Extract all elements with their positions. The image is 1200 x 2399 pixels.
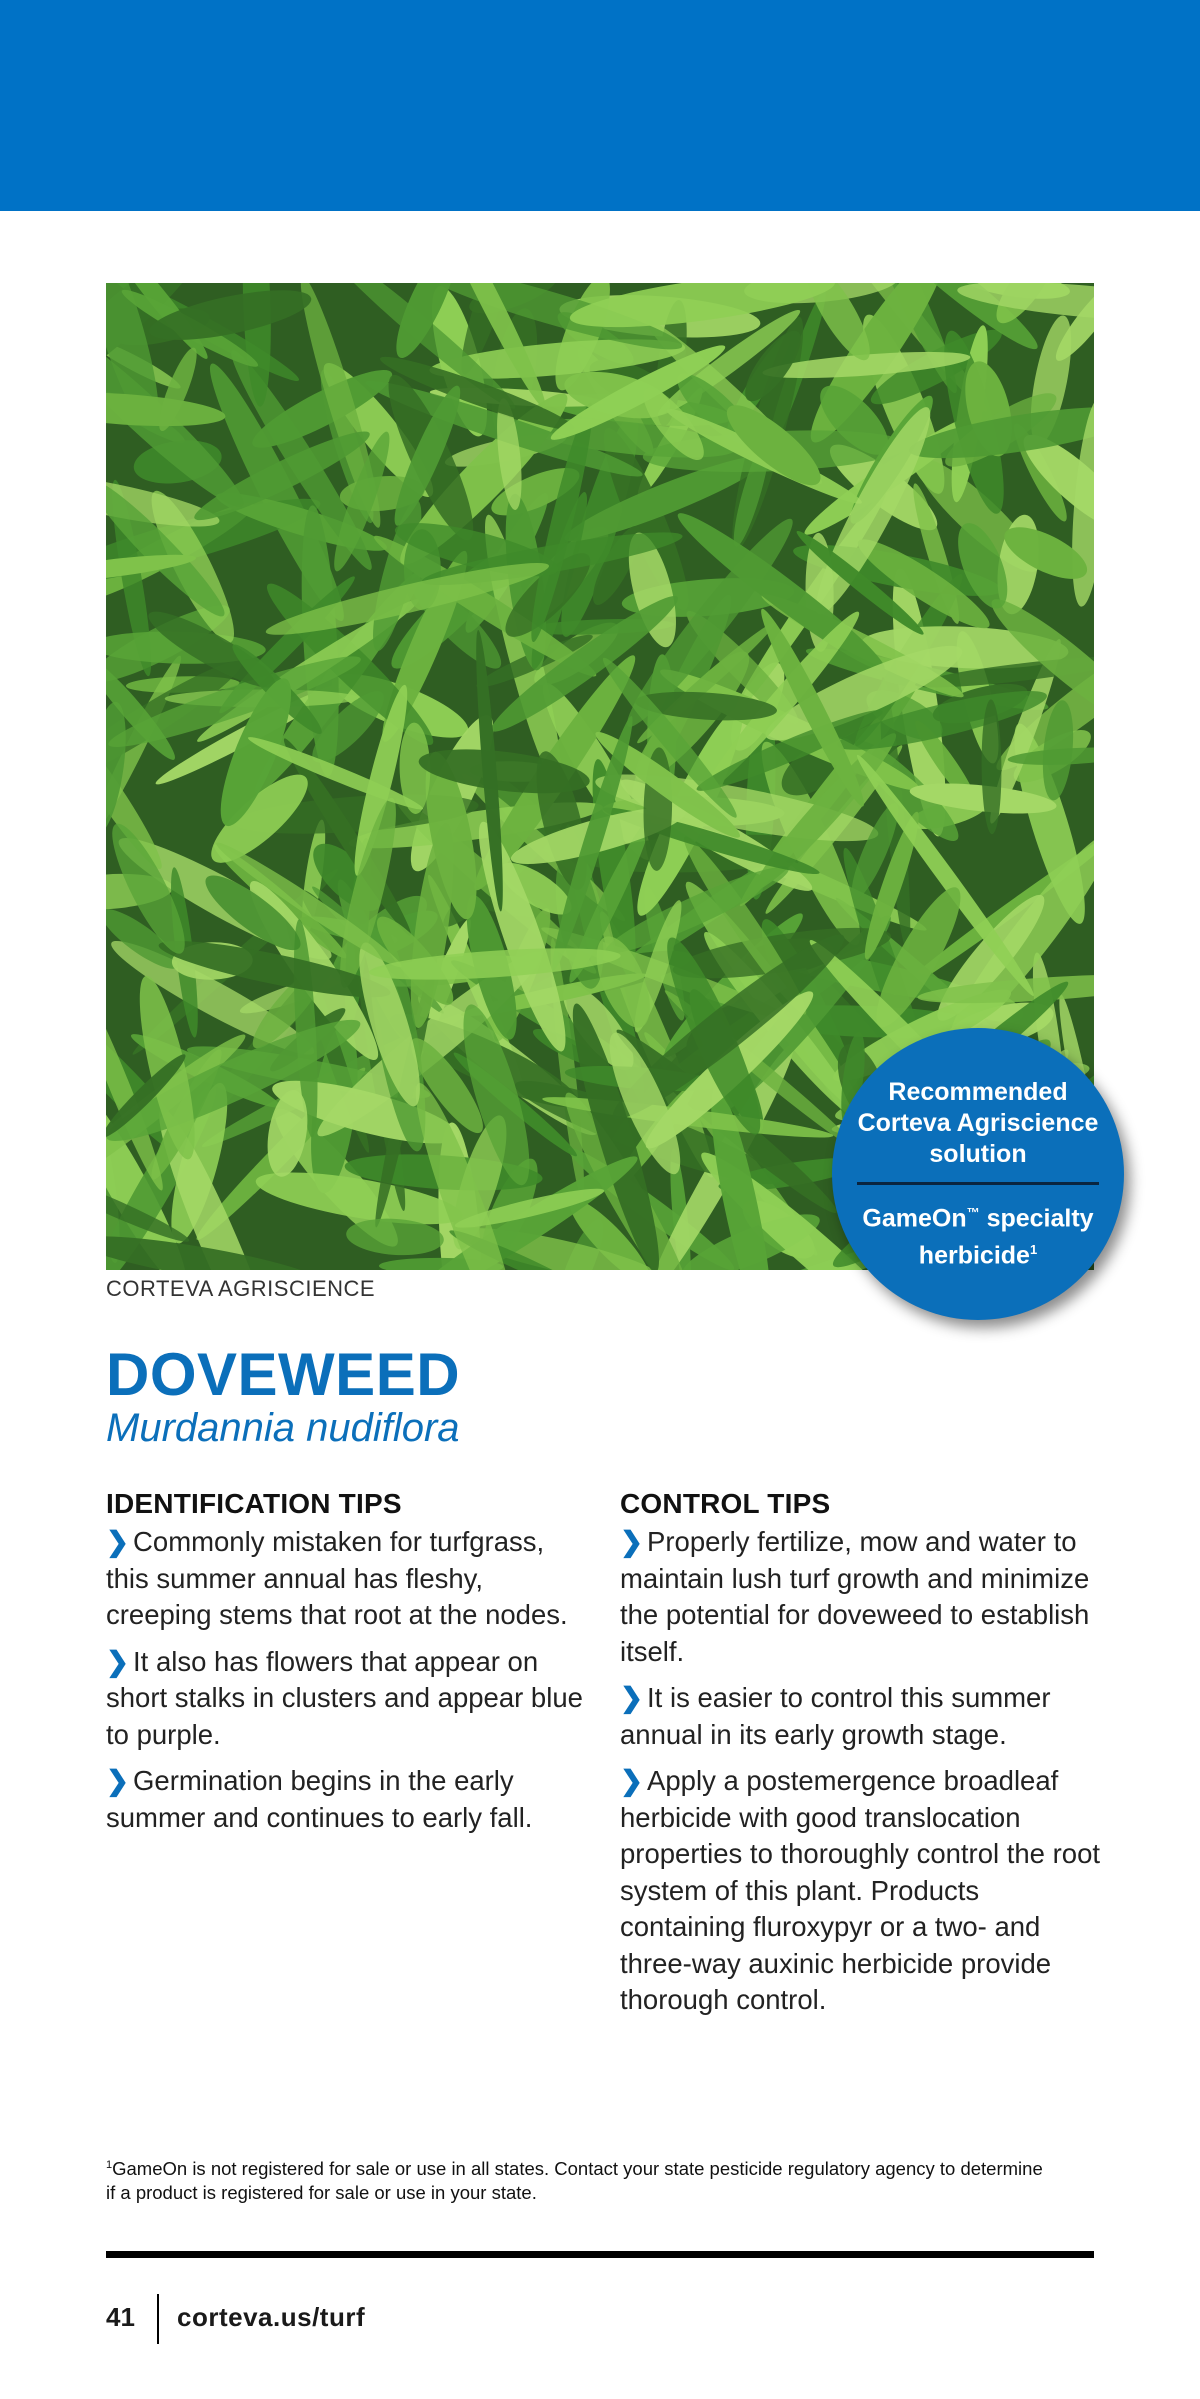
recommended-solution-badge [832,1028,1124,1320]
footnote [106,2153,1056,2205]
chevron-right-icon: ❯ [106,1645,130,1677]
badge-product-type: specialty herbicide [918,1204,1094,1270]
tip-text: Germination begins in the early summer and continues to early fall. [106,1765,533,1833]
control-tip [620,1524,1106,1670]
badge-footnote-mark: 1 [1029,1242,1038,1257]
tip-text: It is easier to control this summer annual in its early growth stage. [620,1682,1051,1750]
tip-text: Apply a postemergence broadleaf herbicide with good translocation properties to thoroughly control the root system of this plant. Products containing fluroxypyr or a two- and three-way auxinic herbicide provide thorough control. [620,1765,1101,2015]
header-band [0,0,1200,211]
page-number: 41 [106,2302,135,2332]
chevron-right-icon: ❯ [620,1526,644,1557]
tip-text: It also has flowers that appear on short stalks in clusters and appear blue to purple. [106,1645,583,1750]
footer-divider [157,2294,159,2344]
chevron-right-icon: ❯ [620,1765,644,1796]
page-title: DOVEWEED [106,1341,461,1408]
footer-rule [106,2251,1094,2258]
photo-credit: CORTEVA AGRISCIENCE [106,1276,376,1301]
badge-product [852,1197,1104,1272]
footnote-text: GameOn is not registered for sale or use in all states. Contact your state pesticide regulatory agency to determine if a product is registered for sale or use in your state. [106,2158,1043,2204]
footnote-mark: 1 [106,2159,113,2171]
identification-heading: IDENTIFICATION TIPS [106,1488,402,1519]
chevron-right-icon: ❯ [106,1526,130,1557]
chevron-right-icon: ❯ [620,1682,644,1713]
tip-text: Properly fertilize, mow and water to maintain lush turf growth and minimize the potential for doveweed to establish itself. [620,1526,1090,1667]
scientific-name: Murdannia nudiflora [106,1406,460,1450]
badge-trademark: ™ [966,1204,980,1220]
identification-tips-section [106,1488,586,1846]
badge-divider [857,1182,1099,1185]
control-tip [620,1680,1106,1753]
control-heading: CONTROL TIPS [620,1488,831,1519]
control-tip [620,1763,1106,2019]
badge-heading: Recommended Corteva Agriscience solution [857,1077,1099,1168]
identification-tip [106,1524,586,1634]
badge-product-name: GameOn [862,1204,967,1232]
identification-tip [106,1763,586,1836]
chevron-right-icon: ❯ [106,1765,130,1796]
identification-tip [106,1644,586,1754]
footer-url[interactable]: corteva.us/turf [177,2302,366,2332]
control-tips-section [620,1488,1106,2029]
tip-text: Commonly mistaken for turfgrass, this summer annual has fleshy, creeping stems that root at the nodes. [106,1526,568,1630]
